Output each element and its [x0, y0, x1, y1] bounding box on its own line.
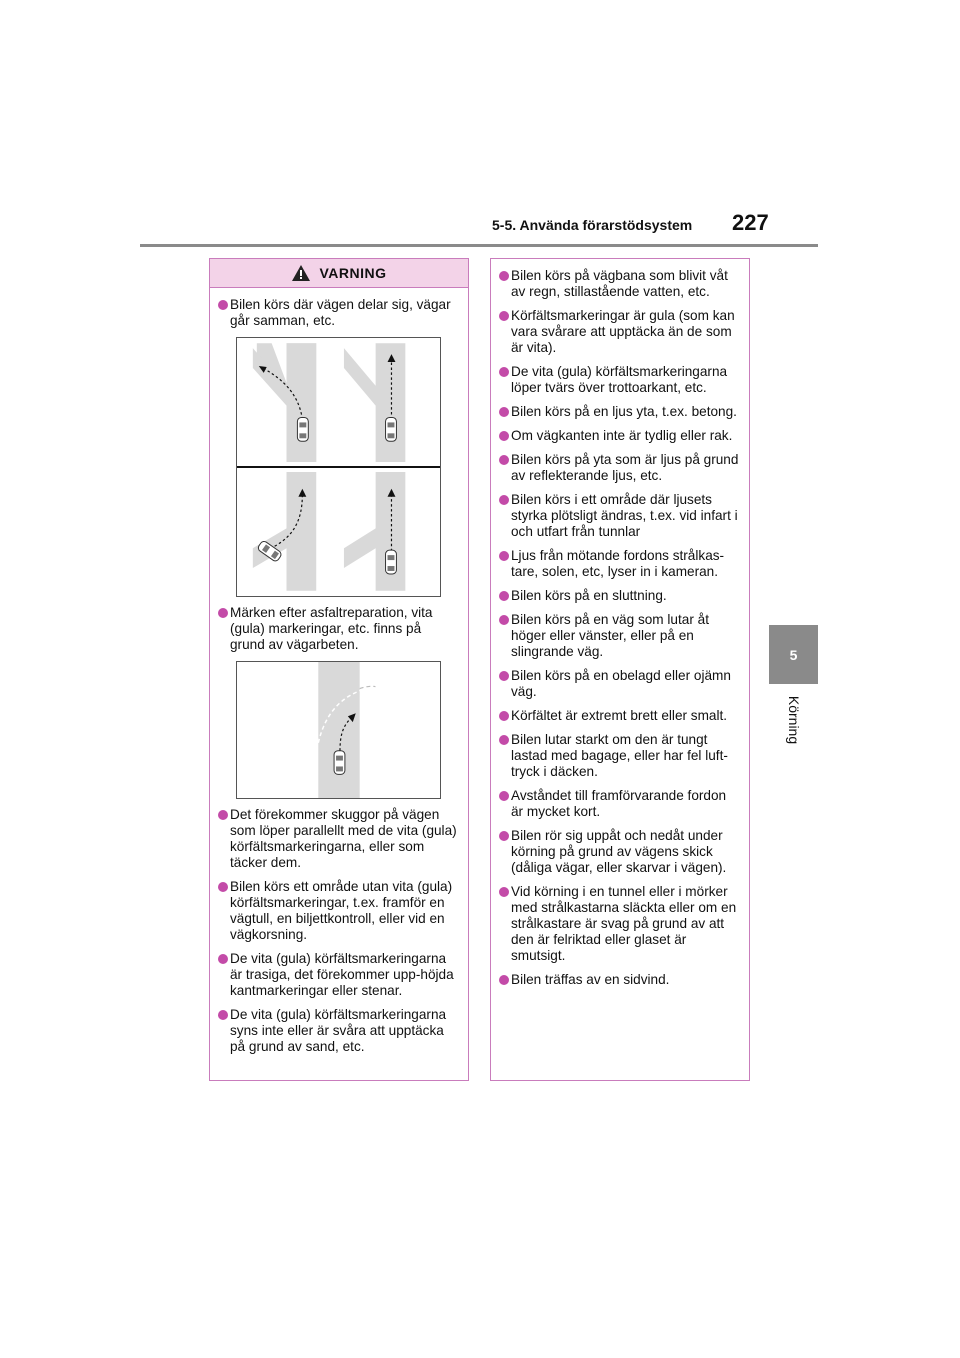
bullet-icon	[499, 591, 509, 601]
page-number: 227	[732, 210, 769, 235]
list-item	[499, 788, 739, 820]
list-item	[218, 879, 458, 943]
item-text: Bilen körs ett område utan vita (gula) körfältsmarkeringar, t.ex. framför en vägtull, en biljettkontroll, eller vid en vägkorsning.	[230, 879, 453, 942]
bullet-icon	[218, 954, 228, 964]
item-text: Märken efter asfaltreparation, vita (gula) markeringar, etc. finns på grund av vägarbeten.	[230, 605, 433, 652]
list-item	[499, 708, 739, 724]
bullet-icon	[499, 367, 509, 377]
item-text: De vita (gula) körfältsmarkeringarna syns inte eller är svåra att upptäcka på grund av sand, etc.	[230, 1007, 447, 1054]
list-item	[218, 297, 458, 329]
item-text: Bilen körs på en sluttning.	[511, 588, 667, 603]
list-item	[499, 492, 739, 540]
list-item	[499, 668, 739, 700]
list-item	[218, 1007, 458, 1055]
chapter-label-text: Körning	[786, 695, 803, 745]
list-item	[499, 452, 739, 484]
bullet-icon	[499, 975, 509, 985]
warning-triangle-icon	[291, 264, 311, 282]
bullet-icon	[499, 671, 509, 681]
list-item	[499, 268, 739, 300]
bullet-icon	[499, 271, 509, 281]
road-repair-illustration	[236, 661, 441, 799]
chapter-tab: 5	[769, 625, 818, 684]
bullet-icon	[499, 431, 509, 441]
item-text: Ljus från mötande fordons strålkas-tare, solen, etc, lyser in i kameran.	[511, 548, 725, 579]
chapter-label	[770, 690, 818, 750]
item-text: Bilen rör sig uppåt och nedåt under körning på grund av vägens skick (dåliga vägar, eller skarvar i vägen).	[511, 828, 727, 875]
bullet-icon	[499, 735, 509, 745]
warning-header	[210, 259, 468, 288]
item-text: Bilen körs på vägbana som blivit våt av regn, stillastående vatten, etc.	[511, 268, 728, 299]
item-text: Bilen träffas av en sidvind.	[511, 972, 670, 987]
item-text: Bilen körs på yta som är ljus på grund av reflekterande ljus, etc.	[511, 452, 739, 483]
bullet-icon	[218, 882, 228, 892]
bullet-icon	[499, 887, 509, 897]
item-text: Avståndet till framförvarande fordon är mycket kort.	[511, 788, 727, 819]
bullet-icon	[499, 791, 509, 801]
list-item	[499, 364, 739, 396]
bullet-icon	[499, 495, 509, 505]
lane-split-svg	[237, 338, 440, 596]
list-item	[499, 732, 739, 780]
bullet-icon	[499, 711, 509, 721]
list-item	[499, 972, 739, 988]
list-item	[499, 612, 739, 660]
item-text: Bilen körs i ett område där ljusets styrka plötsligt ändras, t.ex. vid infart i och utfart från tunnlar	[511, 492, 738, 539]
item-text: Körfältet är extremt brett eller smalt.	[511, 708, 728, 723]
item-text: Bilen körs på en ljus yta, t.ex. betong.	[511, 404, 737, 419]
bullet-icon	[218, 1010, 228, 1020]
warning-label: VARNING	[319, 265, 387, 281]
item-text: Om vägkanten inte är tydlig eller rak.	[511, 428, 733, 443]
bullet-icon	[218, 810, 228, 820]
bullet-icon	[499, 455, 509, 465]
bullet-icon	[499, 831, 509, 841]
section-title: 5-5. Använda förarstödsystem	[492, 217, 693, 233]
list-item	[218, 605, 458, 653]
list-item	[499, 884, 739, 964]
item-text: De vita (gula) körfältsmarkeringarna löper tvärs över trottoarkant, etc.	[511, 364, 728, 395]
list-item	[499, 588, 739, 604]
warning-box	[209, 258, 469, 1081]
bullet-icon	[499, 551, 509, 561]
item-text: Bilen körs där vägen delar sig, vägar går samman, etc.	[230, 297, 451, 328]
condition-list	[491, 259, 749, 988]
warning-box-continued	[490, 258, 750, 1081]
item-text: Bilen körs på en obelagd eller ojämn väg.	[511, 668, 731, 699]
bullet-icon	[499, 311, 509, 321]
item-text: Körfältsmarkeringar är gula (som kan vara svårare att upptäcka än de som är vita).	[511, 308, 735, 355]
item-text: Det förekommer skuggor på vägen som löper parallellt med de vita (gula) körfältsmarkeringarna, eller som täcker dem.	[230, 807, 457, 870]
road-repair-svg	[237, 662, 440, 798]
list-item	[218, 807, 458, 871]
item-text: Bilen lutar starkt om den är tungt lastad med bagage, eller har fel luft-tryck i däcken.	[511, 732, 728, 779]
item-text: Bilen körs på en väg som lutar åt höger eller vänster, eller på en slingrande väg.	[511, 612, 709, 659]
item-text: Vid körning i en tunnel eller i mörker med strålkastarna släckta eller om en strålkastare är svag på grund av att den är felriktad eller glaset är smutsigt.	[511, 884, 737, 963]
lane-split-illustration	[236, 337, 441, 597]
list-item	[218, 951, 458, 999]
list-item	[499, 428, 739, 444]
bullet-icon	[499, 407, 509, 417]
bullet-icon	[499, 615, 509, 625]
bullet-icon	[218, 608, 228, 618]
list-item	[499, 548, 739, 580]
list-item	[499, 404, 739, 420]
list-item	[499, 828, 739, 876]
list-item	[499, 308, 739, 356]
item-text: De vita (gula) körfältsmarkeringarna är trasiga, det förekommer upp-höjda kantmarkeringar eller stenar.	[230, 951, 454, 998]
bullet-icon	[218, 300, 228, 310]
header-rule	[140, 244, 818, 247]
